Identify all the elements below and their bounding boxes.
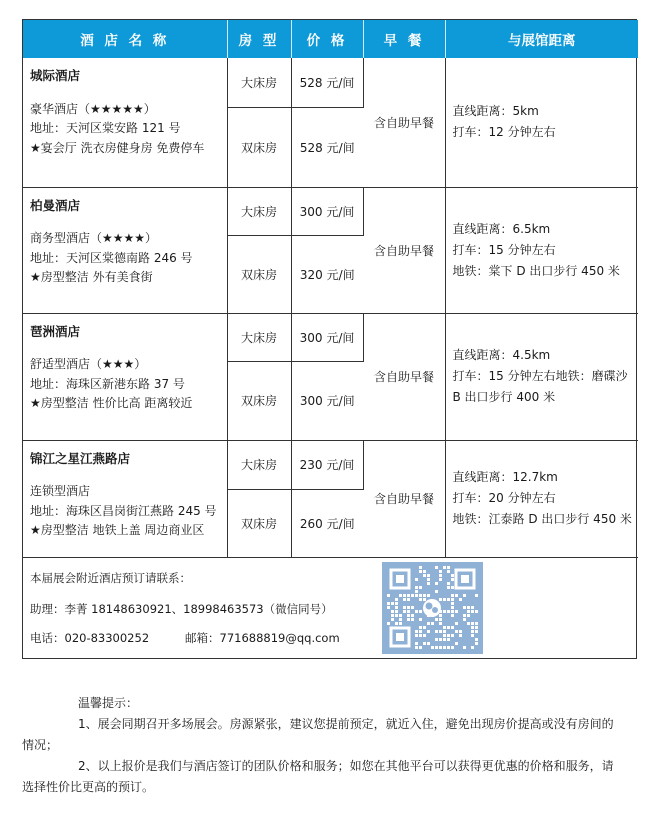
room-type: 大床房 bbox=[227, 187, 291, 235]
hotel-booking-sheet bbox=[22, 19, 637, 659]
hotel-table bbox=[23, 20, 638, 558]
room-price: 300 元/间 bbox=[291, 313, 363, 361]
hotel-type: 商务型酒店（★★★★） bbox=[30, 231, 158, 245]
hotel-features: ★房型整洁 性价比高 距离较近 bbox=[30, 396, 193, 410]
distance-line: 地铁：棠下 D 出口步行 450 米 bbox=[452, 263, 620, 278]
contact-email: 邮箱：771688819@qq.com bbox=[185, 630, 340, 645]
hotel-name: 柏曼酒店 bbox=[30, 197, 81, 213]
hotel-name: 城际酒店 bbox=[30, 68, 81, 83]
distance-line: 打车：15 分钟左右地铁：磨碟沙 bbox=[452, 369, 628, 383]
room-type: 双床房 bbox=[227, 107, 291, 187]
room-type: 双床房 bbox=[227, 361, 291, 440]
distance-line: 打车：12 分钟左右 bbox=[452, 125, 556, 140]
hotel-type: 舒适型酒店（★★★） bbox=[30, 357, 147, 371]
breakfast: 含自助早餐 bbox=[363, 187, 445, 313]
notes-title: 温馨提示： bbox=[78, 696, 139, 710]
table-row bbox=[23, 313, 638, 361]
distance-line: 地铁：江泰路 D 出口步行 450 米 bbox=[452, 512, 632, 526]
hotel-address: 地址：天河区棠安路 121 号 bbox=[30, 121, 181, 135]
room-type: 双床房 bbox=[227, 489, 291, 557]
hotel-features: ★房型整洁 地铁上盖 周边商业区 bbox=[30, 523, 205, 537]
room-price: 320 元/间 bbox=[291, 235, 363, 313]
room-type: 双床房 bbox=[227, 235, 291, 313]
distance-info bbox=[445, 313, 638, 440]
distance-info bbox=[445, 58, 638, 187]
hotel-info-cell bbox=[23, 58, 227, 187]
header-room-type: 房 型 bbox=[227, 20, 291, 58]
hotel-info-cell bbox=[23, 440, 227, 557]
breakfast: 含自助早餐 bbox=[363, 440, 445, 557]
contact-phone: 电话：020-83300252 bbox=[30, 630, 150, 645]
table-row bbox=[23, 440, 638, 489]
room-price: 230 元/间 bbox=[291, 440, 363, 489]
room-price: 528 元/间 bbox=[291, 107, 363, 187]
wechat-qr-code-icon bbox=[382, 562, 483, 654]
hotel-info-cell bbox=[23, 187, 227, 313]
room-type: 大床房 bbox=[227, 440, 291, 489]
distance-line: 打车：15 分钟左右 bbox=[452, 242, 556, 257]
notes-section bbox=[22, 693, 622, 798]
contact-section bbox=[23, 558, 636, 658]
distance-line: 直线距离：12.7km bbox=[452, 470, 558, 484]
distance-line: 直线距离：4.5km bbox=[452, 348, 551, 362]
hotel-features: ★房型整洁 外有美食街 bbox=[30, 270, 153, 284]
distance-line: B 出口步行 400 米 bbox=[452, 390, 556, 404]
breakfast: 含自助早餐 bbox=[363, 58, 445, 187]
header-price: 价 格 bbox=[291, 20, 363, 58]
notes-item: 2、以上报价是我们与酒店签订的团队价格和服务；如您在其他平台可以获得更优惠的价格和服务，请选择性价比更高的预订。 bbox=[22, 759, 614, 794]
table-row bbox=[23, 187, 638, 235]
room-price: 300 元/间 bbox=[291, 361, 363, 440]
room-price: 528 元/间 bbox=[291, 58, 363, 107]
header-breakfast: 早 餐 bbox=[363, 20, 445, 58]
distance-line: 打车：20 分钟左右 bbox=[452, 491, 556, 505]
hotel-address: 地址：天河区棠德南路 246 号 bbox=[30, 250, 193, 265]
notes-item: 1、展会同期召开多场展会。房源紧张，建议您提前预定，就近入住，避免出现房价提高或没有房间的情况； bbox=[22, 717, 614, 752]
hotel-name: 琶洲酒店 bbox=[30, 323, 81, 339]
contact-intro: 本届展会附近酒店预订请联系： bbox=[30, 570, 191, 585]
room-type: 大床房 bbox=[227, 313, 291, 361]
distance-info bbox=[445, 187, 638, 313]
distance-line: 直线距离：5km bbox=[452, 104, 539, 119]
hotel-info-cell bbox=[23, 313, 227, 440]
hotel-name: 锦江之星江燕路店 bbox=[30, 450, 131, 466]
hotel-type: 豪华酒店（★★★★★） bbox=[30, 101, 156, 116]
hotel-type: 连锁型酒店 bbox=[30, 484, 91, 498]
distance-info bbox=[445, 440, 638, 557]
breakfast: 含自助早餐 bbox=[363, 313, 445, 440]
room-price: 300 元/间 bbox=[291, 187, 363, 235]
room-price: 260 元/间 bbox=[291, 489, 363, 557]
distance-line: 直线距离：6.5km bbox=[452, 221, 551, 236]
header-hotel-name: 酒 店 名 称 bbox=[23, 20, 227, 58]
table-header-row bbox=[23, 20, 638, 58]
table-row bbox=[23, 58, 638, 107]
room-type: 大床房 bbox=[227, 58, 291, 107]
hotel-address: 地址：海珠区新港东路 37 号 bbox=[30, 376, 185, 391]
header-distance: 与展馆距离 bbox=[445, 20, 638, 58]
contact-assistant: 助理：李菁 18148630921、18998463573（微信同号） bbox=[30, 601, 333, 616]
hotel-features: ★宴会厅 洗衣房健身房 免费停车 bbox=[30, 140, 205, 155]
hotel-address: 地址：海珠区昌岗街江燕路 245 号 bbox=[30, 503, 217, 518]
